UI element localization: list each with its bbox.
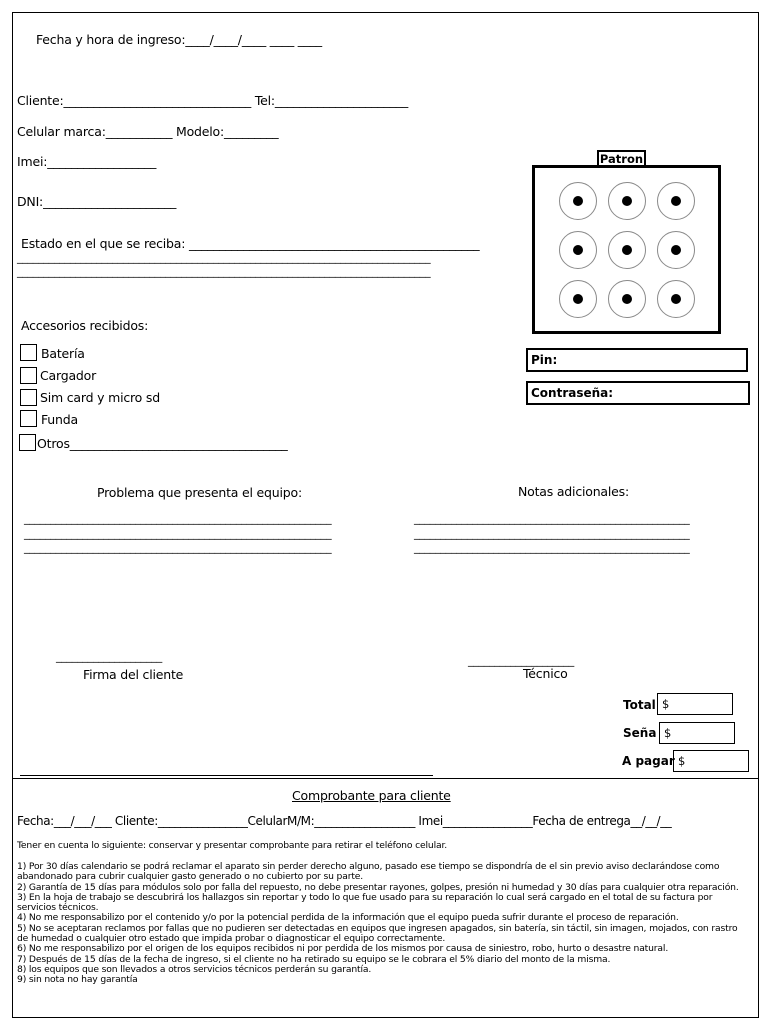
pattern-dot[interactable] bbox=[559, 280, 597, 318]
pattern-dot[interactable] bbox=[559, 182, 597, 220]
imei-field[interactable]: Imei:__________________ bbox=[17, 154, 157, 169]
accessories-title: Accesorios recibidos: bbox=[21, 318, 149, 333]
terms-line: 5) No se aceptaran reclamos por fallas que no pudieren ser detectadas en equipos que ingresen apagados, sin batería, sin táctil, sin imagen, mojados, con rastro bbox=[17, 922, 738, 934]
pattern-dot[interactable] bbox=[608, 280, 646, 318]
condition-field[interactable]: Estado en el que se reciba: ________________________________________________ bbox=[21, 236, 480, 251]
case-checkbox[interactable] bbox=[20, 410, 37, 427]
dni-field[interactable]: DNI:______________________ bbox=[17, 194, 177, 209]
terms-line: 1) Por 30 días calendario se podrá reclamar el aparato sin perder derecho alguno, pasado ese tiempo se dispondría de el sin previo aviso declarándose como bbox=[17, 861, 720, 872]
sena-input[interactable]: $ bbox=[659, 722, 735, 744]
divider bbox=[12, 778, 758, 779]
client-signature-line[interactable]: ____________________ bbox=[56, 650, 163, 663]
terms-line: servicios técnicos. bbox=[17, 902, 99, 914]
simcard-label: Sim card y micro sd bbox=[40, 390, 160, 405]
apagar-label: A pagar bbox=[622, 754, 675, 768]
pattern-dot[interactable] bbox=[559, 231, 597, 269]
tech-signature-line[interactable]: ____________________ bbox=[468, 654, 575, 667]
battery-checkbox[interactable] bbox=[20, 344, 37, 361]
pattern-dot[interactable] bbox=[657, 231, 695, 269]
charger-label: Cargador bbox=[40, 368, 97, 383]
receipt-title: Comprobante para cliente bbox=[292, 788, 451, 803]
client-phone-row[interactable]: Cliente:_______________________________ Tel:______________________ bbox=[17, 93, 408, 108]
unlock-pattern-grid[interactable] bbox=[532, 165, 721, 334]
pin-field[interactable]: Pin: bbox=[526, 348, 748, 372]
condition-line[interactable]: ______________________________________________________________________________ bbox=[17, 265, 431, 278]
notes-line[interactable]: ____________________________________________________ bbox=[414, 512, 690, 525]
terms-line: 7) Después de 15 días de la fecha de ingreso, si el cliente no ha retirado su equipo se le cobrara el 5% diario del monto de la misma. bbox=[17, 953, 611, 965]
problem-title: Problema que presenta el equipo: bbox=[97, 485, 302, 500]
pattern-dot[interactable] bbox=[657, 280, 695, 318]
others-field[interactable]: Otros____________________________________ bbox=[37, 436, 288, 451]
terms-line: abandonado para cubrir cualquier gasto generado o no cubierto por su parte. bbox=[17, 871, 364, 883]
intake-datetime[interactable]: Fecha y hora de ingreso:____/____/____ ____ ____ bbox=[36, 32, 322, 47]
others-checkbox[interactable] bbox=[19, 434, 36, 451]
pattern-dot[interactable] bbox=[657, 182, 695, 220]
charger-checkbox[interactable] bbox=[20, 367, 37, 384]
terms-line: 4) No me responsabilizo por el contenido y/o por la potencial perdida de la información que el equipo pueda sufrir durante el proceso de reparación. bbox=[17, 912, 679, 924]
simcard-checkbox[interactable] bbox=[20, 389, 37, 406]
sena-label: Seña bbox=[623, 726, 657, 740]
terms-line: de humedad o cualquier otro estado que impida probar o diagnosticar el equipo correctamente. bbox=[17, 933, 446, 945]
terms-line: 9) sin nota no hay garantía bbox=[17, 974, 138, 986]
pattern-title: Patron bbox=[597, 150, 646, 167]
terms-line: 2) Garantía de 15 días para módulos solo por falla del repuesto, no debe presentar rayones, golpes, presión ni humedad y 30 días para cualquier otra reparación. bbox=[17, 881, 739, 893]
apagar-input[interactable]: $ bbox=[673, 750, 749, 772]
problem-line[interactable]: __________________________________________________________ bbox=[24, 541, 332, 554]
pattern-dot[interactable] bbox=[608, 182, 646, 220]
battery-label: Batería bbox=[41, 346, 85, 361]
total-input[interactable]: $ bbox=[657, 693, 733, 715]
terms-line: 3) En la hoja de trabajo se descubrirá los hallazgos sin reportar y todo lo que fue usado para su reparación lo cual será cargado en el total de su factura por bbox=[17, 891, 713, 903]
client-signature-label: Firma del cliente bbox=[83, 667, 184, 682]
tech-signature-label: Técnico bbox=[523, 666, 568, 681]
notes-line[interactable]: ____________________________________________________ bbox=[414, 541, 690, 554]
problem-line[interactable]: __________________________________________________________ bbox=[24, 512, 332, 525]
total-label: Total bbox=[623, 698, 656, 712]
cut-line bbox=[20, 775, 433, 776]
terms-line: 6) No me responsabilizo por el origen de los equipos recibidos ni por perdida de los mismos por causa de siniestro, robo, hurto o desastre natural. bbox=[17, 943, 669, 955]
terms-list bbox=[17, 862, 757, 986]
receipt-row[interactable]: Fecha:___/___/___ Cliente:________________CelularM/M:__________________ Imei________________Fecha de entrega__/__/__ bbox=[17, 814, 672, 828]
terms-line: 8) los equipos que son llevados a otros servicios técnicos perderán su garantía. bbox=[17, 963, 372, 975]
pattern-dot[interactable] bbox=[608, 231, 646, 269]
brand-model-row[interactable]: Celular marca:___________ Modelo:_________ bbox=[17, 124, 279, 139]
password-field[interactable]: Contraseña: bbox=[526, 381, 750, 405]
problem-line[interactable]: __________________________________________________________ bbox=[24, 527, 332, 540]
condition-line[interactable]: ______________________________________________________________________________ bbox=[17, 251, 431, 264]
receipt-note: Tener en cuenta lo siguiente: conservar y presentar comprobante para retirar el teléfono celular. bbox=[17, 840, 448, 851]
case-label: Funda bbox=[41, 412, 78, 427]
notes-line[interactable]: ____________________________________________________ bbox=[414, 527, 690, 540]
notes-title: Notas adicionales: bbox=[518, 484, 629, 499]
